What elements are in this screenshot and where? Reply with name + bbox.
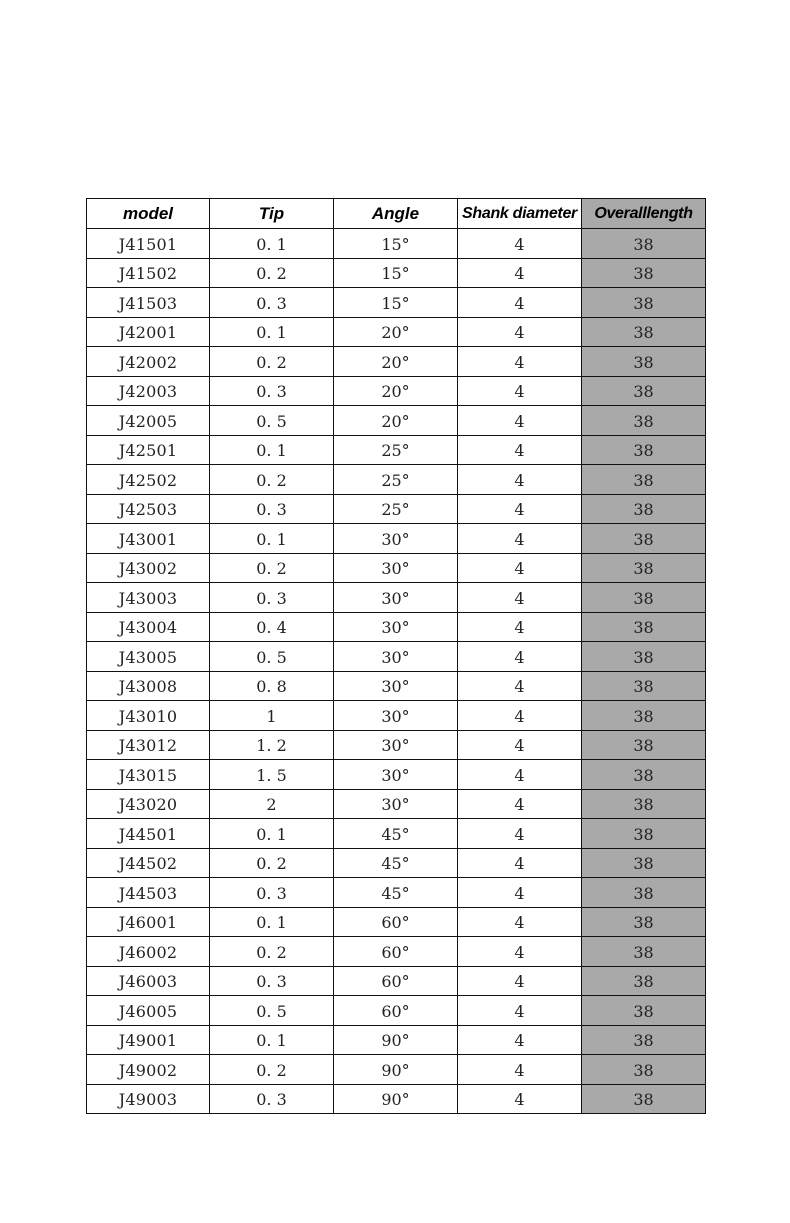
cell-overall-length: 38 — [582, 347, 706, 377]
cell-shank-diameter: 4 — [458, 553, 582, 583]
table-body — [87, 229, 706, 1114]
cell-shank-diameter: 4 — [458, 347, 582, 377]
cell-model: J43005 — [87, 642, 210, 672]
header-row — [87, 199, 706, 229]
cell-overall-length: 38 — [582, 819, 706, 849]
table-row — [87, 317, 706, 347]
cell-angle: 20° — [334, 317, 458, 347]
table-row — [87, 524, 706, 554]
table-row — [87, 229, 706, 259]
cell-shank-diameter: 4 — [458, 996, 582, 1026]
cell-tip: 0. 3 — [210, 494, 334, 524]
cell-overall-length: 38 — [582, 553, 706, 583]
cell-angle: 15° — [334, 229, 458, 259]
header-overall-length: Overalllength — [582, 199, 706, 229]
cell-tip: 0. 3 — [210, 1084, 334, 1114]
cell-angle: 30° — [334, 553, 458, 583]
cell-model: J42005 — [87, 406, 210, 436]
cell-tip: 1 — [210, 701, 334, 731]
cell-tip: 0. 3 — [210, 288, 334, 318]
cell-shank-diameter: 4 — [458, 376, 582, 406]
cell-tip: 0. 1 — [210, 819, 334, 849]
cell-shank-diameter: 4 — [458, 258, 582, 288]
cell-model: J44501 — [87, 819, 210, 849]
cell-model: J41501 — [87, 229, 210, 259]
cell-overall-length: 38 — [582, 789, 706, 819]
cell-overall-length: 38 — [582, 494, 706, 524]
cell-tip: 0. 8 — [210, 671, 334, 701]
cell-model: J42502 — [87, 465, 210, 495]
cell-shank-diameter: 4 — [458, 612, 582, 642]
cell-model: J43012 — [87, 730, 210, 760]
cell-model: J43001 — [87, 524, 210, 554]
cell-shank-diameter: 4 — [458, 583, 582, 613]
cell-tip: 0. 2 — [210, 347, 334, 377]
table-row — [87, 819, 706, 849]
cell-overall-length: 38 — [582, 288, 706, 318]
cell-angle: 30° — [334, 583, 458, 613]
cell-angle: 15° — [334, 288, 458, 318]
cell-tip: 0. 1 — [210, 229, 334, 259]
cell-model: J46001 — [87, 907, 210, 937]
cell-shank-diameter: 4 — [458, 435, 582, 465]
table-row — [87, 1055, 706, 1085]
table-row — [87, 937, 706, 967]
cell-overall-length: 38 — [582, 406, 706, 436]
cell-shank-diameter: 4 — [458, 1025, 582, 1055]
cell-shank-diameter: 4 — [458, 524, 582, 554]
cell-angle: 45° — [334, 878, 458, 908]
header-shank-diameter: Shank diameter — [458, 199, 582, 229]
cell-shank-diameter: 4 — [458, 789, 582, 819]
cell-angle: 30° — [334, 701, 458, 731]
cell-angle: 30° — [334, 642, 458, 672]
cell-angle: 25° — [334, 494, 458, 524]
cell-tip: 0. 5 — [210, 406, 334, 436]
cell-overall-length: 38 — [582, 1084, 706, 1114]
cell-overall-length: 38 — [582, 937, 706, 967]
cell-angle: 20° — [334, 347, 458, 377]
table-row — [87, 848, 706, 878]
cell-model: J43020 — [87, 789, 210, 819]
cell-angle: 60° — [334, 996, 458, 1026]
table-header — [87, 199, 706, 229]
cell-shank-diameter: 4 — [458, 317, 582, 347]
cell-tip: 0. 1 — [210, 435, 334, 465]
table-row — [87, 347, 706, 377]
cell-overall-length: 38 — [582, 612, 706, 642]
table-row — [87, 258, 706, 288]
cell-tip: 0. 1 — [210, 907, 334, 937]
header-tip: Tip — [210, 199, 334, 229]
table-row — [87, 730, 706, 760]
cell-angle: 45° — [334, 848, 458, 878]
header-angle: Angle — [334, 199, 458, 229]
table-row — [87, 907, 706, 937]
cell-angle: 25° — [334, 465, 458, 495]
table-row — [87, 553, 706, 583]
cell-tip: 0. 2 — [210, 258, 334, 288]
cell-overall-length: 38 — [582, 435, 706, 465]
cell-shank-diameter: 4 — [458, 701, 582, 731]
cell-overall-length: 38 — [582, 878, 706, 908]
table-row — [87, 494, 706, 524]
cell-overall-length: 38 — [582, 848, 706, 878]
table-row — [87, 406, 706, 436]
table-row — [87, 760, 706, 790]
cell-model: J43010 — [87, 701, 210, 731]
table-row — [87, 288, 706, 318]
table-row — [87, 376, 706, 406]
cell-tip: 1. 5 — [210, 760, 334, 790]
cell-shank-diameter: 4 — [458, 907, 582, 937]
cell-angle: 90° — [334, 1055, 458, 1085]
cell-overall-length: 38 — [582, 465, 706, 495]
cell-model: J43002 — [87, 553, 210, 583]
table-row — [87, 612, 706, 642]
cell-model: J49001 — [87, 1025, 210, 1055]
cell-shank-diameter: 4 — [458, 730, 582, 760]
cell-angle: 30° — [334, 671, 458, 701]
cell-shank-diameter: 4 — [458, 966, 582, 996]
cell-overall-length: 38 — [582, 376, 706, 406]
cell-overall-length: 38 — [582, 907, 706, 937]
cell-model: J46005 — [87, 996, 210, 1026]
cell-tip: 0. 1 — [210, 524, 334, 554]
spec-table — [86, 198, 706, 1114]
cell-tip: 0. 5 — [210, 996, 334, 1026]
cell-tip: 0. 4 — [210, 612, 334, 642]
cell-model: J43015 — [87, 760, 210, 790]
cell-shank-diameter: 4 — [458, 406, 582, 436]
cell-tip: 0. 1 — [210, 317, 334, 347]
cell-angle: 30° — [334, 612, 458, 642]
cell-tip: 0. 2 — [210, 465, 334, 495]
table-row — [87, 996, 706, 1026]
cell-angle: 30° — [334, 730, 458, 760]
cell-angle: 90° — [334, 1025, 458, 1055]
cell-tip: 0. 2 — [210, 848, 334, 878]
cell-shank-diameter: 4 — [458, 494, 582, 524]
cell-overall-length: 38 — [582, 583, 706, 613]
cell-model: J42503 — [87, 494, 210, 524]
table-row — [87, 701, 706, 731]
cell-angle: 90° — [334, 1084, 458, 1114]
table-row — [87, 435, 706, 465]
table-row — [87, 966, 706, 996]
cell-shank-diameter: 4 — [458, 465, 582, 495]
cell-overall-length: 38 — [582, 317, 706, 347]
table-row — [87, 1084, 706, 1114]
cell-model: J43003 — [87, 583, 210, 613]
cell-shank-diameter: 4 — [458, 1084, 582, 1114]
cell-overall-length: 38 — [582, 760, 706, 790]
cell-shank-diameter: 4 — [458, 1055, 582, 1085]
cell-overall-length: 38 — [582, 229, 706, 259]
cell-tip: 1. 2 — [210, 730, 334, 760]
cell-angle: 25° — [334, 435, 458, 465]
cell-angle: 20° — [334, 376, 458, 406]
table-row — [87, 642, 706, 672]
cell-shank-diameter: 4 — [458, 288, 582, 318]
cell-tip: 0. 1 — [210, 1025, 334, 1055]
cell-model: J43004 — [87, 612, 210, 642]
cell-model: J49003 — [87, 1084, 210, 1114]
cell-model: J44503 — [87, 878, 210, 908]
cell-angle: 15° — [334, 258, 458, 288]
cell-overall-length: 38 — [582, 258, 706, 288]
cell-angle: 20° — [334, 406, 458, 436]
cell-overall-length: 38 — [582, 642, 706, 672]
cell-shank-diameter: 4 — [458, 760, 582, 790]
cell-model: J46002 — [87, 937, 210, 967]
cell-model: J41502 — [87, 258, 210, 288]
cell-model: J42001 — [87, 317, 210, 347]
cell-model: J49002 — [87, 1055, 210, 1085]
table-row — [87, 671, 706, 701]
cell-shank-diameter: 4 — [458, 642, 582, 672]
cell-overall-length: 38 — [582, 671, 706, 701]
cell-angle: 45° — [334, 819, 458, 849]
cell-overall-length: 38 — [582, 966, 706, 996]
cell-overall-length: 38 — [582, 730, 706, 760]
table-row — [87, 789, 706, 819]
cell-tip: 0. 3 — [210, 376, 334, 406]
cell-angle: 60° — [334, 937, 458, 967]
cell-tip: 0. 3 — [210, 966, 334, 996]
cell-shank-diameter: 4 — [458, 937, 582, 967]
table-row — [87, 878, 706, 908]
cell-model: J44502 — [87, 848, 210, 878]
cell-shank-diameter: 4 — [458, 878, 582, 908]
cell-shank-diameter: 4 — [458, 671, 582, 701]
cell-tip: 0. 2 — [210, 937, 334, 967]
table-row — [87, 465, 706, 495]
cell-angle: 30° — [334, 760, 458, 790]
cell-model: J42501 — [87, 435, 210, 465]
cell-tip: 0. 2 — [210, 553, 334, 583]
table-row — [87, 1025, 706, 1055]
cell-overall-length: 38 — [582, 701, 706, 731]
cell-overall-length: 38 — [582, 996, 706, 1026]
cell-shank-diameter: 4 — [458, 229, 582, 259]
cell-tip: 0. 3 — [210, 583, 334, 613]
cell-angle: 60° — [334, 907, 458, 937]
cell-shank-diameter: 4 — [458, 819, 582, 849]
cell-model: J46003 — [87, 966, 210, 996]
cell-model: J41503 — [87, 288, 210, 318]
cell-tip: 0. 3 — [210, 878, 334, 908]
cell-overall-length: 38 — [582, 1055, 706, 1085]
cell-model: J43008 — [87, 671, 210, 701]
cell-tip: 2 — [210, 789, 334, 819]
cell-overall-length: 38 — [582, 524, 706, 554]
cell-tip: 0. 2 — [210, 1055, 334, 1085]
header-model: model — [87, 199, 210, 229]
cell-angle: 30° — [334, 524, 458, 554]
cell-overall-length: 38 — [582, 1025, 706, 1055]
cell-model: J42002 — [87, 347, 210, 377]
cell-shank-diameter: 4 — [458, 848, 582, 878]
cell-tip: 0. 5 — [210, 642, 334, 672]
cell-angle: 60° — [334, 966, 458, 996]
cell-angle: 30° — [334, 789, 458, 819]
table-row — [87, 583, 706, 613]
cell-model: J42003 — [87, 376, 210, 406]
